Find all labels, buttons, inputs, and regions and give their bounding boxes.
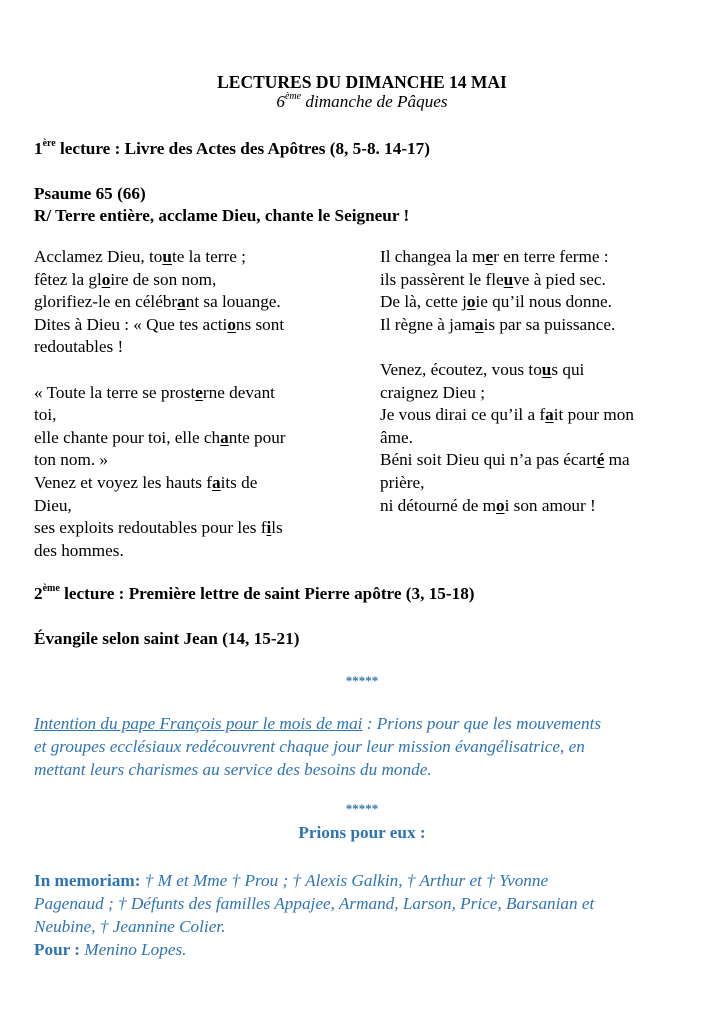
psalm-line: ni détourné de moi son amour ! xyxy=(380,495,596,515)
first-reading: 1ère lecture : Livre des Actes des Apôtres (8, 5-8. 14-17) xyxy=(34,138,430,158)
psalm-line: prière, xyxy=(380,472,425,492)
psalm-line: ses exploits redoutables pour les fils xyxy=(34,518,283,538)
psalm-line: elle chante pour toi, elle chante pour xyxy=(34,427,286,447)
psalm-line xyxy=(380,336,634,359)
psalm-line: des hommes. xyxy=(34,540,124,560)
psalm-line: fêtez la gloire de son nom, xyxy=(34,269,217,289)
psalm-line: âme. xyxy=(380,427,413,447)
separator: ***** xyxy=(345,673,379,688)
psalm-line: Il changea la mer en terre ferme : xyxy=(380,247,609,266)
psalm-line: Venez, écoutez, vous tous qui xyxy=(380,359,585,379)
prayers-title: Prions pour eux : xyxy=(298,823,426,842)
psalm-refrain: R/ Terre entière, acclame Dieu, chante le Seigneur ! xyxy=(34,206,410,225)
psalm-left-column xyxy=(34,246,286,562)
memoriam-block: In memoriam: † M et Mme † Prou ; † Alexis Galkin, † Arthur et † Yvonne Pagenaud ; † Défunts des familles Appajee, Armand, Larson, Price, Barsanian et Neubine, † Jeannine Colier. Pour : Menino Lopes. xyxy=(34,871,595,959)
page-subtitle: 6ème dimanche de Pâques xyxy=(276,91,448,111)
psalm-line: craignez Dieu ; xyxy=(380,382,485,402)
psalm-line: toi, xyxy=(34,405,57,425)
psalm-line: Je vous dirai ce qu’il a fait pour mon xyxy=(380,405,634,425)
gospel-reading: Évangile selon saint Jean (14, 15-21) xyxy=(34,629,300,648)
psalm-line xyxy=(34,359,286,382)
psalm-line: ils passèrent le fleuve à pied sec. xyxy=(380,269,606,289)
pour-label: Pour : xyxy=(34,940,80,959)
second-reading: 2ème lecture : Première lettre de saint Pierre apôtre (3, 15-18) xyxy=(34,583,475,603)
intention-link[interactable]: Intention du pape François pour le mois de mai xyxy=(34,714,363,733)
psalm-line: Il règne à jamais par sa puissance. xyxy=(380,314,616,334)
psalm-line: glorifiez-le en célébrant sa louange. xyxy=(34,292,281,312)
separator: ***** xyxy=(345,801,379,816)
page-title: LECTURES DU DIMANCHE 14 MAI xyxy=(217,72,507,92)
psalm-right-column xyxy=(380,246,634,517)
pope-intention: Intention du pape François pour le mois de mai : Prions pour que les mouvements et groupes ecclésiaux redécouvrent chaque jour leur mission évangélisatrice, en mettant leurs charismes au service des besoins du monde. xyxy=(34,714,602,779)
psalm-line: De là, cette joie qu’il nous donne. xyxy=(380,292,612,312)
psalm-line: Venez et voyez les hauts faits de xyxy=(34,472,258,492)
psalm-line: Béni soit Dieu qui n’a pas écarté ma xyxy=(380,450,630,470)
psalm-line: Acclamez Dieu, toute la terre ; xyxy=(34,247,246,266)
psalm-title: Psaume 65 (66) xyxy=(34,184,146,203)
psalm-line: Dites à Dieu : « Que tes actions sont xyxy=(34,314,285,334)
psalm-line: « Toute la terre se prosterne devant xyxy=(34,382,275,402)
memoriam-label: In memoriam: xyxy=(34,871,141,890)
psalm-line: redoutables ! xyxy=(34,337,124,357)
psalm-line: Dieu, xyxy=(34,495,72,515)
psalm-line: ton nom. » xyxy=(34,450,109,470)
